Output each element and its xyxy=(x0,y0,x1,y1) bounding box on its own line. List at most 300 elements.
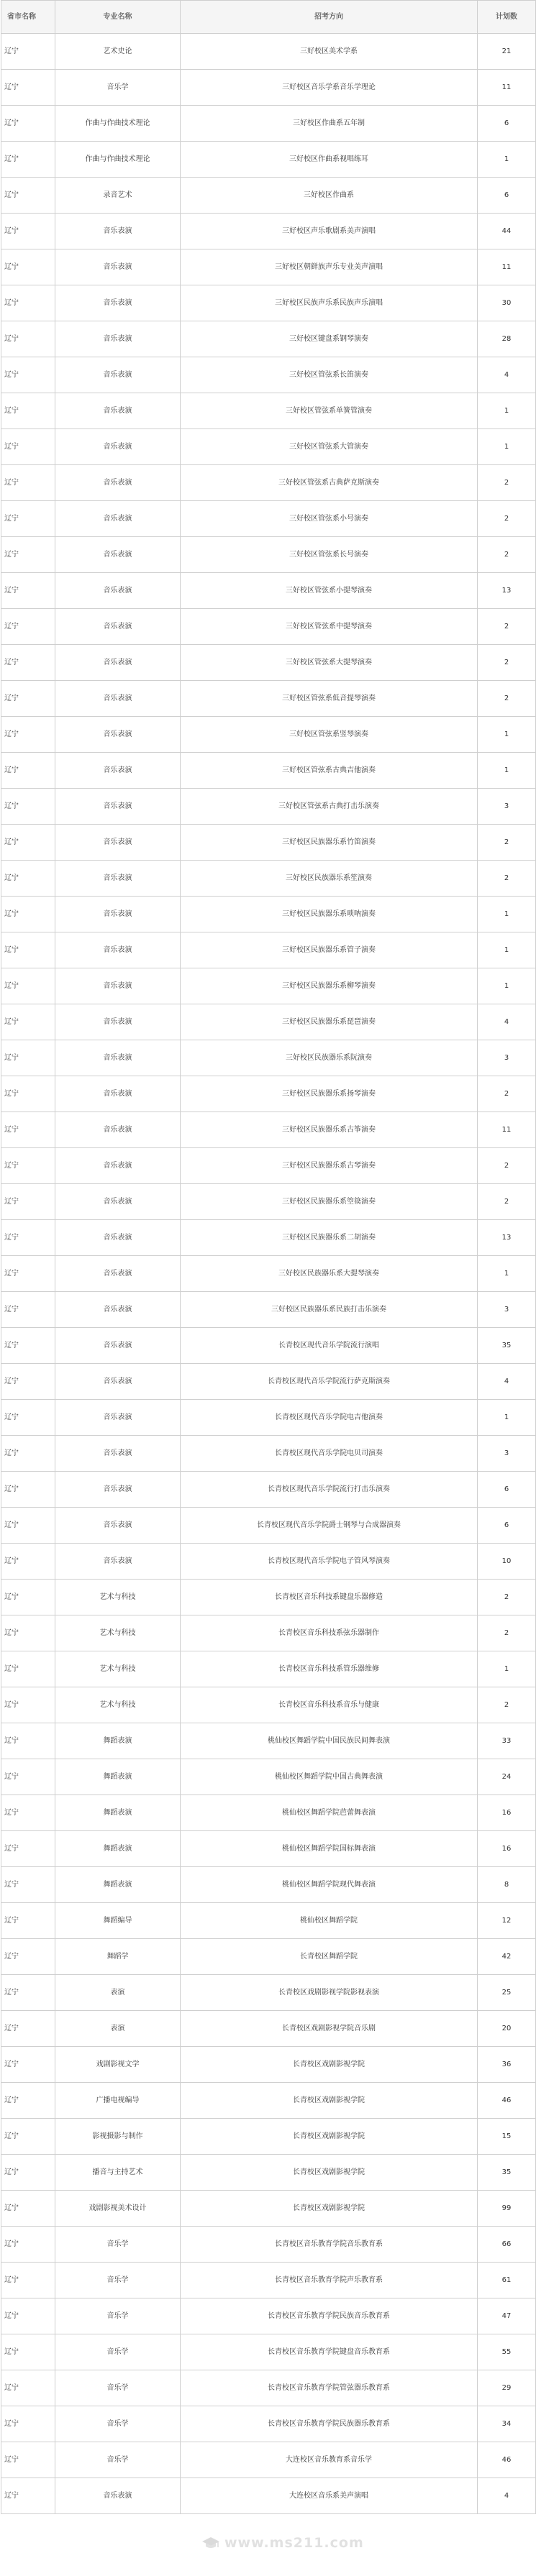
cell-major: 艺术史论 xyxy=(55,34,181,70)
cell-direction: 三好校区民族器乐系唢呐演奏 xyxy=(181,897,478,932)
cell-direction: 长青校区音乐教育学院声乐教育系 xyxy=(181,2263,478,2298)
cell-direction: 三好校区管弦系单簧管演奏 xyxy=(181,393,478,429)
cell-province: 辽宁 xyxy=(1,2370,55,2406)
cell-major: 音乐表演 xyxy=(55,825,181,861)
cell-province: 辽宁 xyxy=(1,357,55,393)
cell-province: 辽宁 xyxy=(1,1615,55,1651)
cell-province: 辽宁 xyxy=(1,2298,55,2334)
table-row xyxy=(1,1687,536,1723)
cell-direction: 长青校区戏剧影视学院 xyxy=(181,2191,478,2227)
cell-direction: 长青校区现代音乐学院流行打击乐演奏 xyxy=(181,1472,478,1508)
cell-plan-count: 61 xyxy=(478,2263,536,2298)
cell-plan-count: 3 xyxy=(478,1040,536,1076)
cell-direction: 长青校区戏剧影视学院 xyxy=(181,2119,478,2155)
cell-province: 辽宁 xyxy=(1,932,55,968)
cell-direction: 三好校区民族器乐系阮演奏 xyxy=(181,1040,478,1076)
cell-major: 录音艺术 xyxy=(55,178,181,214)
cell-province: 辽宁 xyxy=(1,1148,55,1184)
cell-plan-count: 46 xyxy=(478,2083,536,2119)
table-row xyxy=(1,34,536,70)
cell-plan-count: 4 xyxy=(478,1364,536,1400)
cell-direction: 长青校区戏剧影视学院音乐剧 xyxy=(181,2011,478,2047)
cell-plan-count: 1 xyxy=(478,393,536,429)
cell-plan-count: 2 xyxy=(478,1580,536,1615)
table-header xyxy=(1,1,536,34)
cell-direction: 长青校区现代音乐学院电子管风琴演奏 xyxy=(181,1544,478,1580)
table-row xyxy=(1,861,536,897)
cell-province: 辽宁 xyxy=(1,2011,55,2047)
cell-plan-count: 2 xyxy=(478,645,536,681)
cell-direction: 三好校区作曲系视唱练耳 xyxy=(181,142,478,178)
cell-province: 辽宁 xyxy=(1,645,55,681)
table-row xyxy=(1,609,536,645)
cell-province: 辽宁 xyxy=(1,789,55,825)
cell-province: 辽宁 xyxy=(1,1544,55,1580)
cell-direction: 三好校区民族器乐系二胡演奏 xyxy=(181,1220,478,1256)
cell-major: 音乐表演 xyxy=(55,717,181,753)
cell-direction: 三好校区管弦系小提琴演奏 xyxy=(181,573,478,609)
cell-direction: 三好校区作曲系 xyxy=(181,178,478,214)
table-row xyxy=(1,1508,536,1544)
table-row xyxy=(1,825,536,861)
cell-direction: 三好校区民族器乐系笙演奏 xyxy=(181,861,478,897)
cell-province: 辽宁 xyxy=(1,2155,55,2191)
cell-plan-count: 24 xyxy=(478,1759,536,1795)
table-row xyxy=(1,1903,536,1939)
table-row xyxy=(1,2083,536,2119)
cell-major: 表演 xyxy=(55,1975,181,2011)
cell-direction: 长青校区音乐科技系音乐与健康 xyxy=(181,1687,478,1723)
table-row xyxy=(1,1580,536,1615)
cell-plan-count: 36 xyxy=(478,2047,536,2083)
table-row xyxy=(1,106,536,142)
cell-province: 辽宁 xyxy=(1,537,55,573)
cell-direction: 三好校区民族器乐系箜篌演奏 xyxy=(181,1184,478,1220)
cell-plan-count: 2 xyxy=(478,501,536,537)
table-row xyxy=(1,1867,536,1903)
table-row xyxy=(1,1040,536,1076)
cell-plan-count: 6 xyxy=(478,1508,536,1544)
cell-plan-count: 1 xyxy=(478,897,536,932)
cell-major: 音乐学 xyxy=(55,2334,181,2370)
cell-plan-count: 11 xyxy=(478,1112,536,1148)
table-row xyxy=(1,501,536,537)
cell-major: 音乐表演 xyxy=(55,1400,181,1436)
cell-direction: 三好校区民族器乐系竹笛演奏 xyxy=(181,825,478,861)
cell-major: 舞蹈表演 xyxy=(55,1795,181,1831)
cell-major: 艺术与科技 xyxy=(55,1615,181,1651)
cell-direction: 桃仙校区舞蹈学院芭蕾舞表演 xyxy=(181,1795,478,1831)
cell-plan-count: 2 xyxy=(478,1076,536,1112)
cell-plan-count: 28 xyxy=(478,321,536,357)
cell-province: 辽宁 xyxy=(1,2047,55,2083)
cell-major: 音乐表演 xyxy=(55,1184,181,1220)
cell-plan-count: 3 xyxy=(478,1292,536,1328)
cell-province: 辽宁 xyxy=(1,2191,55,2227)
cell-province: 辽宁 xyxy=(1,70,55,106)
cell-major: 舞蹈表演 xyxy=(55,1867,181,1903)
cell-plan-count: 55 xyxy=(478,2334,536,2370)
table-row xyxy=(1,1364,536,1400)
table-row xyxy=(1,1256,536,1292)
cell-province: 辽宁 xyxy=(1,1004,55,1040)
cell-major: 音乐表演 xyxy=(55,1544,181,1580)
table-row xyxy=(1,2119,536,2155)
cell-major: 音乐表演 xyxy=(55,1076,181,1112)
cell-plan-count: 11 xyxy=(478,249,536,285)
cell-major: 音乐表演 xyxy=(55,789,181,825)
table-row xyxy=(1,1544,536,1580)
cell-plan-count: 25 xyxy=(478,1975,536,2011)
cell-major: 音乐表演 xyxy=(55,1328,181,1364)
cell-plan-count: 35 xyxy=(478,1328,536,1364)
cell-plan-count: 35 xyxy=(478,2155,536,2191)
cell-direction: 长青校区现代音乐学院爵士钢琴与合成器演奏 xyxy=(181,1508,478,1544)
cell-direction: 桃仙校区舞蹈学院现代舞表演 xyxy=(181,1867,478,1903)
cell-direction: 三好校区管弦系古典萨克斯演奏 xyxy=(181,465,478,501)
header-major: 专业名称 xyxy=(55,1,181,34)
cell-direction: 长青校区戏剧影视学院 xyxy=(181,2047,478,2083)
table-row xyxy=(1,2263,536,2298)
cell-province: 辽宁 xyxy=(1,1436,55,1472)
cell-province: 辽宁 xyxy=(1,1831,55,1867)
cell-major: 作曲与作曲技术理论 xyxy=(55,142,181,178)
cell-major: 音乐表演 xyxy=(55,1436,181,1472)
table-row xyxy=(1,2047,536,2083)
cell-major: 音乐表演 xyxy=(55,609,181,645)
table-row xyxy=(1,1615,536,1651)
cell-plan-count: 11 xyxy=(478,70,536,106)
cell-province: 辽宁 xyxy=(1,321,55,357)
cell-major: 音乐表演 xyxy=(55,321,181,357)
table-row xyxy=(1,1436,536,1472)
cell-province: 辽宁 xyxy=(1,1580,55,1615)
cell-direction: 三好校区声乐歌剧系美声演唱 xyxy=(181,214,478,249)
cell-major: 音乐表演 xyxy=(55,1364,181,1400)
table-row xyxy=(1,2191,536,2227)
table-row xyxy=(1,1831,536,1867)
cell-major: 音乐表演 xyxy=(55,393,181,429)
cell-direction: 长青校区现代音乐学院流行演唱 xyxy=(181,1328,478,1364)
cell-major: 音乐表演 xyxy=(55,501,181,537)
cell-plan-count: 2 xyxy=(478,861,536,897)
cell-plan-count: 15 xyxy=(478,2119,536,2155)
cell-province: 辽宁 xyxy=(1,501,55,537)
cell-province: 辽宁 xyxy=(1,573,55,609)
cell-province: 辽宁 xyxy=(1,2083,55,2119)
cell-major: 音乐表演 xyxy=(55,465,181,501)
cell-plan-count: 13 xyxy=(478,1220,536,1256)
cell-province: 辽宁 xyxy=(1,465,55,501)
cell-plan-count: 1 xyxy=(478,142,536,178)
cell-major: 音乐表演 xyxy=(55,537,181,573)
cell-province: 辽宁 xyxy=(1,1292,55,1328)
cell-major: 音乐表演 xyxy=(55,285,181,321)
header-direction: 招考方向 xyxy=(181,1,478,34)
cell-major: 音乐表演 xyxy=(55,1148,181,1184)
cell-province: 辽宁 xyxy=(1,825,55,861)
cell-direction: 桃仙校区舞蹈学院国标舞表演 xyxy=(181,1831,478,1867)
table-row xyxy=(1,681,536,717)
cell-province: 辽宁 xyxy=(1,1759,55,1795)
cell-major: 音乐学 xyxy=(55,2263,181,2298)
cell-major: 音乐学 xyxy=(55,2442,181,2478)
cell-direction: 长青校区音乐教育学院民族器乐教育系 xyxy=(181,2406,478,2442)
table-row xyxy=(1,1292,536,1328)
cell-plan-count: 1 xyxy=(478,932,536,968)
cell-plan-count: 2 xyxy=(478,1687,536,1723)
cell-direction: 三好校区管弦系长号演奏 xyxy=(181,537,478,573)
cell-direction: 长青校区戏剧影视学院影视表演 xyxy=(181,1975,478,2011)
cell-major: 音乐学 xyxy=(55,2370,181,2406)
cell-plan-count: 8 xyxy=(478,1867,536,1903)
cell-major: 音乐表演 xyxy=(55,1220,181,1256)
cell-major: 播音与主持艺术 xyxy=(55,2155,181,2191)
graduation-cap-icon xyxy=(201,2536,220,2550)
cell-direction: 三好校区美术学系 xyxy=(181,34,478,70)
table-row xyxy=(1,321,536,357)
cell-province: 辽宁 xyxy=(1,1472,55,1508)
table-body xyxy=(1,34,536,2514)
cell-province: 辽宁 xyxy=(1,2334,55,2370)
cell-direction: 长青校区戏剧影视学院 xyxy=(181,2155,478,2191)
table-row xyxy=(1,1004,536,1040)
cell-province: 辽宁 xyxy=(1,2119,55,2155)
cell-plan-count: 2 xyxy=(478,825,536,861)
table-row xyxy=(1,2011,536,2047)
watermark-text: www.ms211.com xyxy=(224,2535,364,2551)
table-row xyxy=(1,429,536,465)
table-row xyxy=(1,1759,536,1795)
table-row xyxy=(1,1076,536,1112)
cell-province: 辽宁 xyxy=(1,2263,55,2298)
cell-direction: 长青校区音乐教育学院管弦器乐教育系 xyxy=(181,2370,478,2406)
cell-direction: 长青校区戏剧影视学院 xyxy=(181,2083,478,2119)
cell-province: 辽宁 xyxy=(1,285,55,321)
cell-major: 作曲与作曲技术理论 xyxy=(55,106,181,142)
cell-province: 辽宁 xyxy=(1,1328,55,1364)
cell-plan-count: 30 xyxy=(478,285,536,321)
cell-plan-count: 6 xyxy=(478,1472,536,1508)
cell-direction: 三好校区管弦系大提琴演奏 xyxy=(181,645,478,681)
cell-direction: 长青校区现代音乐学院流行萨克斯演奏 xyxy=(181,1364,478,1400)
table-row xyxy=(1,1472,536,1508)
cell-province: 辽宁 xyxy=(1,106,55,142)
cell-province: 辽宁 xyxy=(1,1040,55,1076)
cell-direction: 三好校区民族声乐系民族声乐演唱 xyxy=(181,285,478,321)
cell-major: 音乐表演 xyxy=(55,1472,181,1508)
cell-major: 舞蹈编导 xyxy=(55,1903,181,1939)
cell-major: 戏剧影视美术设计 xyxy=(55,2191,181,2227)
table-row xyxy=(1,968,536,1004)
cell-major: 音乐表演 xyxy=(55,681,181,717)
cell-province: 辽宁 xyxy=(1,1220,55,1256)
cell-major: 音乐表演 xyxy=(55,861,181,897)
cell-direction: 长青校区现代音乐学院电贝司演奏 xyxy=(181,1436,478,1472)
table-row xyxy=(1,1795,536,1831)
cell-plan-count: 42 xyxy=(478,1939,536,1975)
cell-province: 辽宁 xyxy=(1,609,55,645)
cell-province: 辽宁 xyxy=(1,1795,55,1831)
cell-plan-count: 46 xyxy=(478,2442,536,2478)
cell-plan-count: 16 xyxy=(478,1795,536,1831)
table-row xyxy=(1,142,536,178)
table-row xyxy=(1,465,536,501)
cell-plan-count: 4 xyxy=(478,1004,536,1040)
table-row xyxy=(1,717,536,753)
cell-plan-count: 4 xyxy=(478,357,536,393)
table-row xyxy=(1,1723,536,1759)
cell-direction: 三好校区民族器乐系民族打击乐演奏 xyxy=(181,1292,478,1328)
table-row xyxy=(1,2155,536,2191)
cell-province: 辽宁 xyxy=(1,2478,55,2514)
table-row xyxy=(1,1651,536,1687)
cell-direction: 三好校区键盘系钢琴演奏 xyxy=(181,321,478,357)
table-row xyxy=(1,645,536,681)
cell-major: 音乐学 xyxy=(55,2406,181,2442)
cell-province: 辽宁 xyxy=(1,1651,55,1687)
table-row xyxy=(1,1328,536,1364)
cell-province: 辽宁 xyxy=(1,2227,55,2263)
cell-direction: 长青校区音乐科技系弦乐器制作 xyxy=(181,1615,478,1651)
cell-province: 辽宁 xyxy=(1,249,55,285)
table-row xyxy=(1,2406,536,2442)
cell-direction: 三好校区管弦系低音提琴演奏 xyxy=(181,681,478,717)
cell-plan-count: 6 xyxy=(478,178,536,214)
table-row xyxy=(1,573,536,609)
cell-direction: 三好校区管弦系古典吉他演奏 xyxy=(181,753,478,789)
cell-direction: 三好校区民族器乐系扬琴演奏 xyxy=(181,1076,478,1112)
cell-province: 辽宁 xyxy=(1,1256,55,1292)
table-row xyxy=(1,1112,536,1148)
cell-major: 音乐表演 xyxy=(55,2478,181,2514)
cell-province: 辽宁 xyxy=(1,1975,55,2011)
cell-major: 音乐表演 xyxy=(55,645,181,681)
table-row xyxy=(1,393,536,429)
cell-direction: 桃仙校区舞蹈学院中国民族民间舞表演 xyxy=(181,1723,478,1759)
cell-direction: 长青校区音乐教育学院音乐教育系 xyxy=(181,2227,478,2263)
cell-plan-count: 1 xyxy=(478,968,536,1004)
cell-direction: 三好校区管弦系长笛演奏 xyxy=(181,357,478,393)
cell-plan-count: 3 xyxy=(478,1436,536,1472)
cell-major: 舞蹈表演 xyxy=(55,1831,181,1867)
cell-plan-count: 16 xyxy=(478,1831,536,1867)
cell-plan-count: 2 xyxy=(478,465,536,501)
cell-direction: 桃仙校区舞蹈学院中国古典舞表演 xyxy=(181,1759,478,1795)
cell-direction: 三好校区音乐学系音乐学理论 xyxy=(181,70,478,106)
cell-major: 表演 xyxy=(55,2011,181,2047)
table-row xyxy=(1,1220,536,1256)
table-row xyxy=(1,2442,536,2478)
cell-province: 辽宁 xyxy=(1,2406,55,2442)
cell-plan-count: 1 xyxy=(478,429,536,465)
cell-province: 辽宁 xyxy=(1,429,55,465)
table-row xyxy=(1,1400,536,1436)
cell-direction: 三好校区管弦系古典打击乐演奏 xyxy=(181,789,478,825)
cell-province: 辽宁 xyxy=(1,1112,55,1148)
cell-direction: 三好校区管弦系小号演奏 xyxy=(181,501,478,537)
cell-province: 辽宁 xyxy=(1,1400,55,1436)
cell-major: 音乐学 xyxy=(55,2298,181,2334)
table-row xyxy=(1,789,536,825)
cell-major: 音乐表演 xyxy=(55,1292,181,1328)
cell-plan-count: 1 xyxy=(478,1256,536,1292)
cell-major: 音乐学 xyxy=(55,70,181,106)
cell-province: 辽宁 xyxy=(1,861,55,897)
cell-direction: 三好校区民族器乐系琵琶演奏 xyxy=(181,1004,478,1040)
cell-province: 辽宁 xyxy=(1,681,55,717)
cell-major: 音乐表演 xyxy=(55,1040,181,1076)
cell-major: 音乐表演 xyxy=(55,249,181,285)
table-header-row xyxy=(1,1,536,34)
cell-plan-count: 2 xyxy=(478,1184,536,1220)
cell-major: 音乐表演 xyxy=(55,932,181,968)
cell-direction: 长青校区现代音乐学院电吉他演奏 xyxy=(181,1400,478,1436)
cell-direction: 大连校区音乐教育系音乐学 xyxy=(181,2442,478,2478)
cell-major: 音乐表演 xyxy=(55,1256,181,1292)
table-row xyxy=(1,1939,536,1975)
cell-direction: 长青校区音乐教育学院民族音乐教育系 xyxy=(181,2298,478,2334)
table-row xyxy=(1,753,536,789)
cell-plan-count: 21 xyxy=(478,34,536,70)
cell-province: 辽宁 xyxy=(1,1867,55,1903)
cell-province: 辽宁 xyxy=(1,214,55,249)
cell-direction: 三好校区作曲系五年制 xyxy=(181,106,478,142)
header-province: 省市名称 xyxy=(1,1,55,34)
cell-major: 艺术与科技 xyxy=(55,1687,181,1723)
cell-province: 辽宁 xyxy=(1,393,55,429)
cell-major: 戏剧影视文学 xyxy=(55,2047,181,2083)
table-row xyxy=(1,357,536,393)
cell-plan-count: 33 xyxy=(478,1723,536,1759)
cell-province: 辽宁 xyxy=(1,178,55,214)
table-row xyxy=(1,285,536,321)
table-row xyxy=(1,214,536,249)
cell-plan-count: 12 xyxy=(478,1903,536,1939)
cell-province: 辽宁 xyxy=(1,1364,55,1400)
table-row xyxy=(1,897,536,932)
cell-major: 音乐表演 xyxy=(55,429,181,465)
cell-province: 辽宁 xyxy=(1,1508,55,1544)
cell-plan-count: 2 xyxy=(478,1615,536,1651)
cell-province: 辽宁 xyxy=(1,1939,55,1975)
table-row xyxy=(1,1975,536,2011)
cell-province: 辽宁 xyxy=(1,897,55,932)
cell-direction: 大连校区音乐系美声演唱 xyxy=(181,2478,478,2514)
cell-direction: 长青校区音乐科技系管乐器维修 xyxy=(181,1651,478,1687)
cell-major: 广播电视编导 xyxy=(55,2083,181,2119)
cell-direction: 三好校区民族器乐系管子演奏 xyxy=(181,932,478,968)
cell-plan-count: 1 xyxy=(478,1400,536,1436)
cell-plan-count: 44 xyxy=(478,214,536,249)
cell-province: 辽宁 xyxy=(1,753,55,789)
cell-major: 音乐表演 xyxy=(55,753,181,789)
cell-major: 音乐表演 xyxy=(55,897,181,932)
table-row xyxy=(1,2370,536,2406)
cell-direction: 桃仙校区舞蹈学院 xyxy=(181,1903,478,1939)
table-row xyxy=(1,2227,536,2263)
cell-province: 辽宁 xyxy=(1,34,55,70)
cell-major: 影视摄影与制作 xyxy=(55,2119,181,2155)
cell-plan-count: 34 xyxy=(478,2406,536,2442)
cell-plan-count: 2 xyxy=(478,1148,536,1184)
cell-direction: 三好校区民族器乐系大提琴演奏 xyxy=(181,1256,478,1292)
enrollment-plan-table xyxy=(1,0,536,2514)
cell-plan-count: 4 xyxy=(478,2478,536,2514)
cell-major: 舞蹈表演 xyxy=(55,1723,181,1759)
table-row xyxy=(1,178,536,214)
cell-plan-count: 99 xyxy=(478,2191,536,2227)
